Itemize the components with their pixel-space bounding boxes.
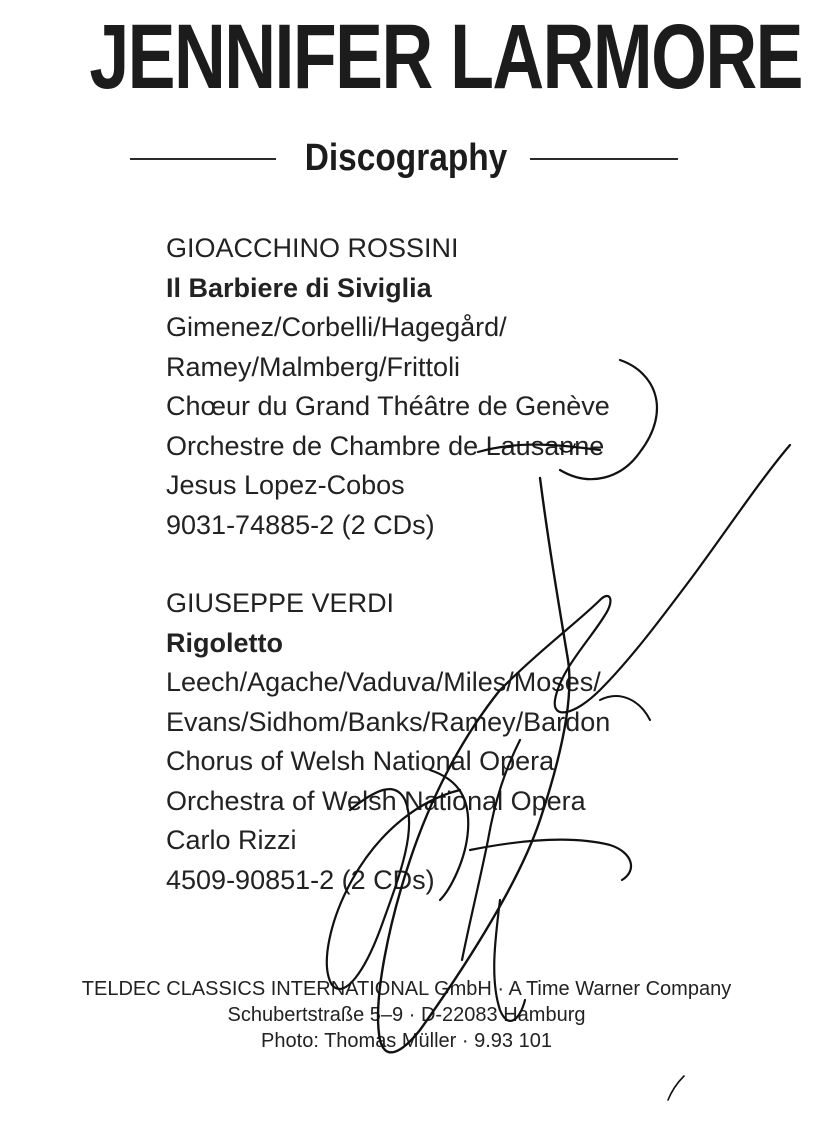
conductor: Carlo Rizzi — [166, 825, 297, 855]
cast-line: Gimenez/Corbelli/Hagegård/ — [166, 312, 507, 342]
composer: GIOACCHINO ROSSINI — [166, 233, 459, 263]
conductor: Jesus Lopez-Cobos — [166, 470, 405, 500]
left-rule — [130, 158, 276, 160]
publisher-line: TELDEC CLASSICS INTERNATIONAL GmbH · A Time Warner Company — [81, 978, 732, 1000]
cast-line: Leech/Agache/Vaduva/Miles/Moses/ — [166, 667, 601, 697]
work-title: Rigoletto — [166, 627, 283, 658]
address-line: Schubertstraße 5–9 · D-22083 Hamburg — [227, 1004, 586, 1026]
right-rule — [530, 158, 678, 160]
artist-name: JENNIFER LARMORE — [89, 6, 802, 108]
album-entry-verdi — [166, 584, 726, 900]
cast-line: Ramey/Malmberg/Frittoli — [166, 351, 461, 382]
composer: GIUSEPPE VERDI — [166, 588, 395, 618]
orchestra: Orchestre de Chambre de Lausanne — [166, 430, 605, 461]
catalog-number: 9031-74885-2 (2 CDs) — [166, 509, 435, 540]
subtitle: Discography — [304, 137, 508, 179]
album-entry-rossini — [166, 229, 726, 545]
publisher-footer — [0, 976, 813, 1054]
orchestra: Orchestra of Welsh National Opera — [166, 785, 586, 816]
chorus: Chorus of Welsh National Opera — [166, 746, 555, 776]
cast-line: Evans/Sidhom/Banks/Ramey/Bardon — [166, 706, 611, 737]
photo-credit-line: Photo: Thomas Müller · 9.93 101 — [261, 1030, 552, 1052]
chorus: Chœur du Grand Théâtre de Genève — [166, 391, 610, 421]
subtitle-row — [0, 134, 813, 182]
catalog-number: 4509-90851-2 (2 CDs) — [166, 864, 435, 895]
work-title: Il Barbiere di Siviglia — [166, 272, 432, 303]
